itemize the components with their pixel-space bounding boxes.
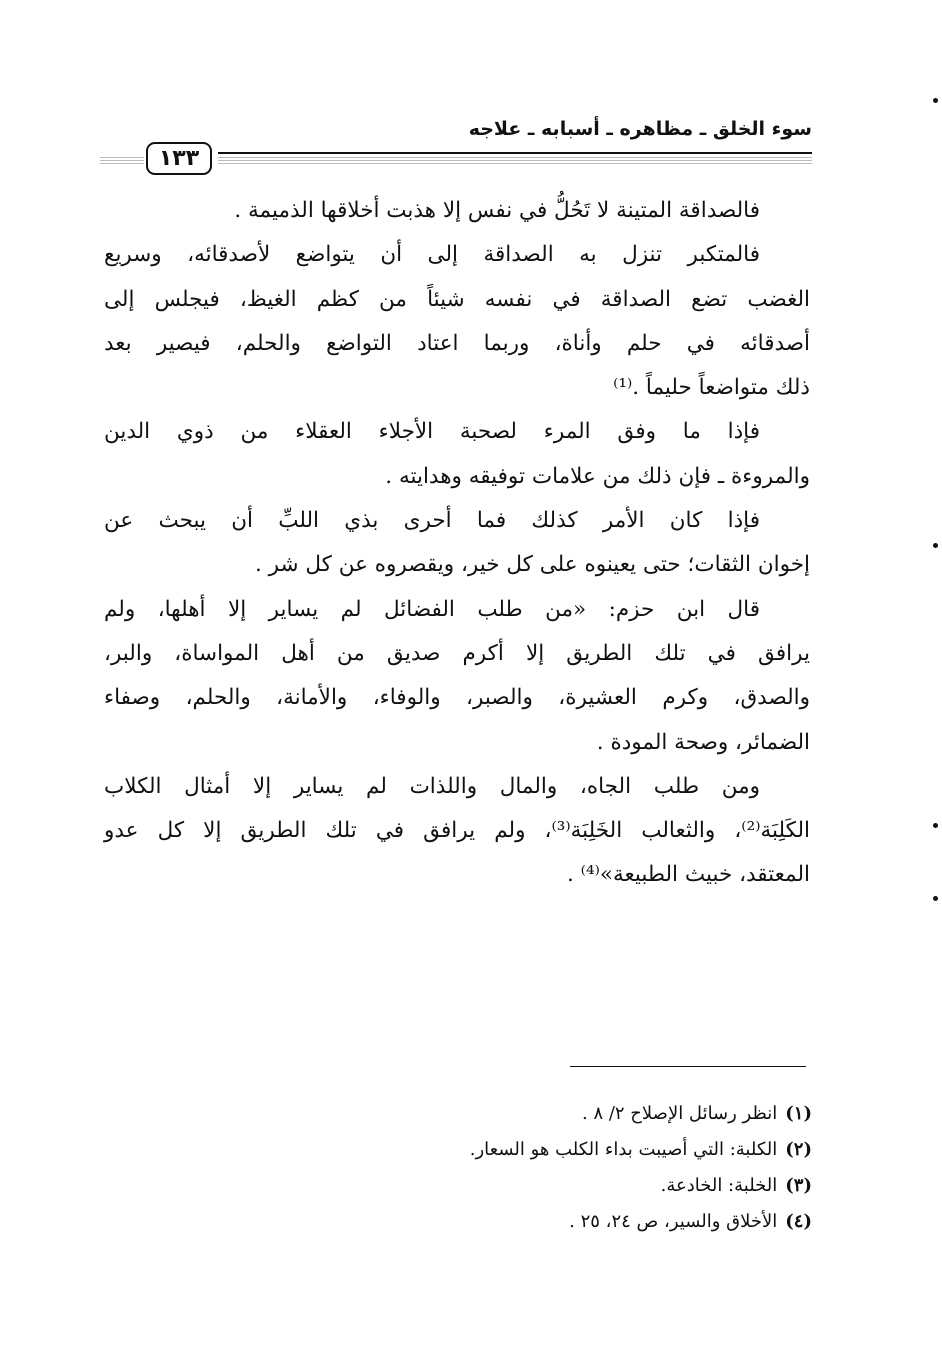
footnote-3 [300,1168,812,1204]
text-line: الكَلِبَة⁽²⁾، والثعالب الخَلِبَة⁽³⁾، ولم يرافق في تلك الطريق إلا كل عدو [104,818,810,844]
footnote-separator [570,1066,806,1067]
page-header [100,118,812,178]
text-line: فالمتكبر تنزل به الصداقة إلى أن يتواضع لأصدقائه، وسريع [104,242,760,268]
text-line: قال ابن حزم: «من طلب الفضائل لم يساير إلا أهلها، ولم [104,596,760,622]
scan-speck [933,896,938,901]
text-line: إخوان الثقات؛ حتى يعينوه على كل خير، ويقصروه عن كل شر . [254,552,810,578]
text-line: والمروءة ـ فإن ذلك من علامات توفيقه وهدايته . [385,463,810,489]
scan-speck [933,823,938,828]
text-line: فإذا كان الأمر كذلك فما أحرى بذي اللبِّ أن يبحث عن [104,508,760,534]
footnote-2 [300,1132,812,1168]
footnote-4 [300,1204,812,1240]
footnote-number: (١) [785,1103,812,1124]
text-line: المعتقد، خبيث الطبيعة»⁽⁴⁾ . [566,862,810,888]
text-line: الضمائر، وصحة المودة . [596,729,810,755]
text-line: الغضب تضع الصداقة في نفسه شيئاً من كظم الغيظ، فيجلس إلى [104,286,810,312]
footnote-text: الكلبة: التي أصيبت بداء الكلب هو السعار. [469,1139,778,1160]
header-rule-left [100,155,144,164]
header-rule [218,152,812,164]
scan-speck [933,98,938,103]
scan-speck [933,543,938,548]
text-line: فإذا ما وفق المرء لصحبة الأجلاء العقلاء من ذوي الدين [104,419,760,445]
main-text [104,189,810,898]
text-line: يرافق في تلك الطريق إلا أكرم صديق من أهل المواساة، والبر، [104,640,810,666]
footnotes [300,1096,812,1240]
footnote-number: (٣) [785,1175,812,1196]
text-line: فالصداقة المتينة لا تَحُلُّ في نفس إلا هذبت أخلاقها الذميمة . [234,198,760,223]
footnote-text: الأخلاق والسير، ص ٢٤، ٢٥ . [569,1211,778,1232]
running-title: سوء الخلق ـ مظاهره ـ أسبابه ـ علاجه [468,118,812,140]
footnote-number: (٤) [785,1211,812,1232]
footnote-text: انظر رسائل الإصلاح ٢/ ٨ . [581,1103,778,1124]
text-line: أصدقائه في حلم وأناة، وربما اعتاد التواضع والحلم، فيصير بعد [104,330,810,356]
text-line: والصدق، وكرم العشيرة، والصبر، والوفاء، والأمانة، والحلم، وصفاء [104,685,810,711]
footnote-text: الخلبة: الخادعة. [660,1175,778,1196]
page-number: ١٣٣ [146,142,212,175]
text-line: ومن طلب الجاه، والمال واللذات لم يساير إلا أمثال الكلاب [104,773,760,799]
footnote-1 [300,1096,812,1132]
text-line: ذلك متواضعاً حليماً .⁽¹⁾ [613,375,810,401]
footnote-number: (٢) [785,1139,812,1160]
